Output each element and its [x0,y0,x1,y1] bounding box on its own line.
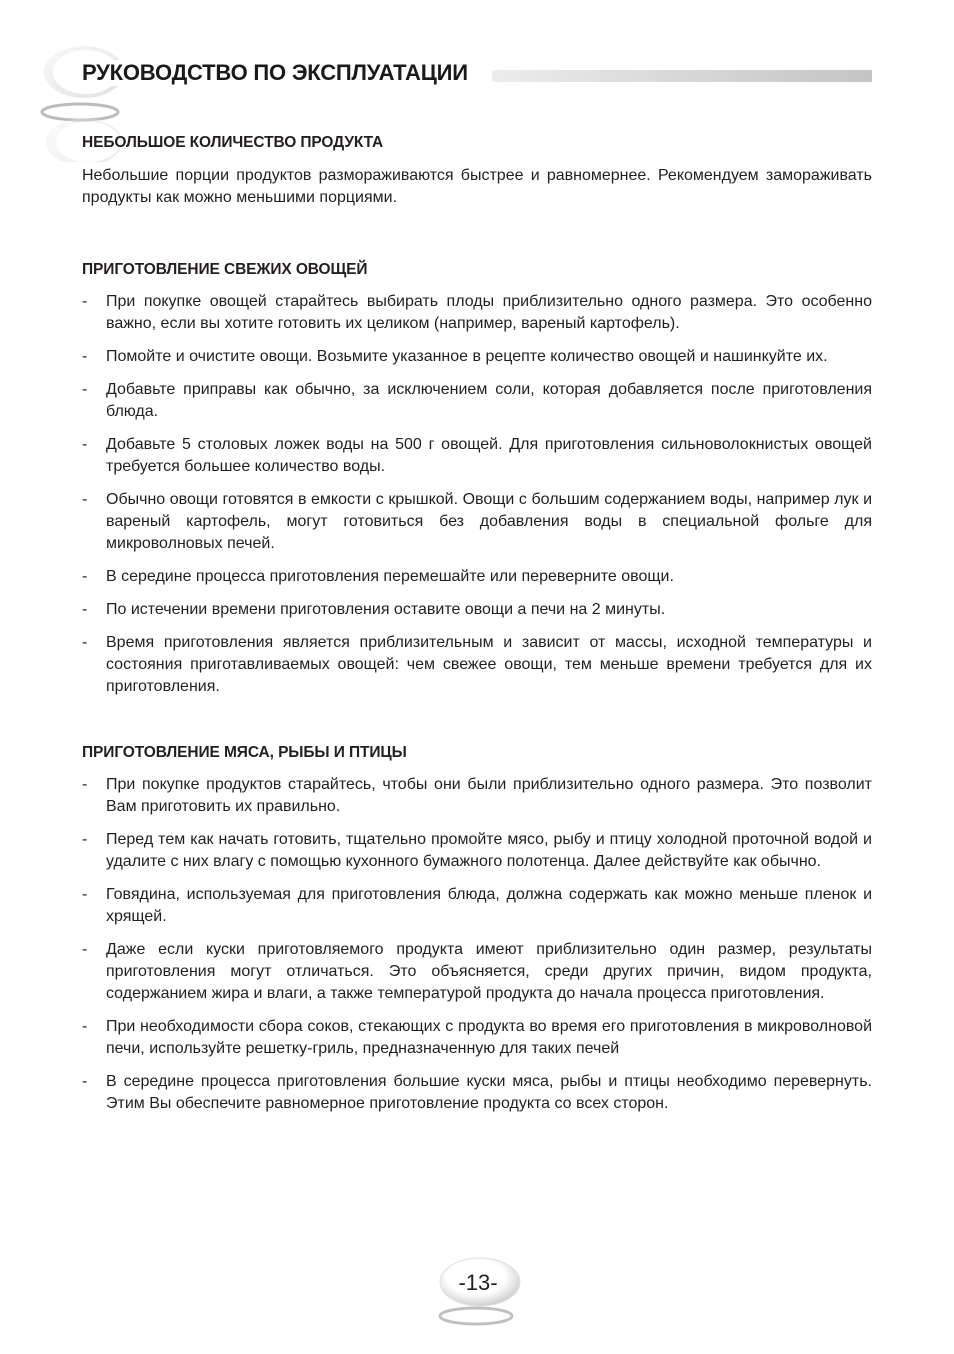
section-paragraph: Небольшие порции продуктов размораживаются быстрее и равномернее. Рекомендуем замораживать продукты как можно меньшими порциями. [82,167,872,206]
list-item: - Говядина, используемая для приготовления блюда, должна содержать как можно меньше пленок и хрящей. [82,886,872,925]
bullet-dash: - [82,1073,88,1090]
section-meat-fish-poultry [82,744,872,1115]
list-item: - Добавьте 5 столовых ложек воды на 500 г овощей. Для приготовления сильноволокнистых овощей требуется большее количество воды. [82,436,872,475]
page-header [82,60,872,88]
list-item: - Время приготовления является приблизительным и зависит от массы, исходной температуры и состояния приготавливаемых овощей: чем свежее овощи, тем меньше времени требуется для их приготовления. [82,634,872,695]
bullet-dash: - [82,1018,88,1035]
bullet-dash: - [82,381,88,398]
section-small-quantity [82,134,872,209]
bullet-dash: - [82,348,88,365]
bullet-dash: - [82,568,88,585]
bullet-list [82,774,872,1115]
list-item: - Перед тем как начать готовить, тщательно промойте мясо, рыбу и птицу холодной проточной водой и удалите с них влагу с помощью кухонного бумажного полотенца. Далее действуйте как обычно. [82,831,872,870]
bullet-dash: - [82,491,88,508]
list-item: - По истечении времени приготовления оставите овощи а печи на 2 минуты. [82,599,872,621]
section-heading: ПРИГОТОВЛЕНИЕ МЯСА, РЫБЫ И ПТИЦЫ [82,744,407,761]
bullet-dash: - [82,776,88,793]
bullet-dash: - [82,601,88,618]
bullet-dash: - [82,293,88,310]
bullet-dash: - [82,886,88,903]
bullet-list [82,291,872,698]
list-item: - Добавьте приправы как обычно, за исключением соли, которая добавляется после приготовления блюда. [82,381,872,420]
list-item: - Обычно овощи готовятся в емкости с крышкой. Овощи с большим содержанием воды, например лук и вареный картофель, могут готовиться без добавления воды в специальной фольге для микроволновых печей. [82,491,872,552]
bullet-dash: - [82,941,88,958]
list-item: - Даже если куски приготовляемого продукта имеют приблизительно один размер, результаты приготовления могут отличаться. Это объясняется, среди других причин, видом продукта, содержанием жира и влаги, а также температурой продукта до начала процесса приготовления. [82,941,872,1002]
section-heading: ПРИГОТОВЛЕНИЕ СВЕЖИХ ОВОЩЕЙ [82,261,368,278]
page-footer [436,1256,526,1328]
list-item: - В середине процесса приготовления большие куски мяса, рыбы и птицы необходимо перевернуть. Этим Вы обеспечите равномерное приготовление продукта со всех сторон. [82,1073,872,1112]
list-item: - Помойте и очистите овощи. Возьмите указанное в рецепте количество овощей и нашинкуйте их. [82,346,872,368]
bullet-dash: - [82,436,88,453]
list-item: - При покупке овощей старайтесь выбирать плоды приблизительно одного размера. Это особенно важно, если вы хотите готовить их целиком (например, вареный картофель). [82,293,872,332]
bullet-dash: - [82,634,88,651]
list-item: - При покупке продуктов старайтесь, чтобы они были приблизительно одного размера. Это позволит Вам приготовить их правильно. [82,776,872,815]
header-gradient-bar [492,70,872,82]
section-heading: НЕБОЛЬШОЕ КОЛИЧЕСТВО ПРОДУКТА [82,134,384,151]
section-fresh-vegetables [82,261,872,698]
bullet-dash: - [82,831,88,848]
page-title: РУКОВОДСТВО ПО ЭКСПЛУАТАЦИИ [82,60,468,85]
document-body [82,134,872,1161]
list-item: - В середине процесса приготовления перемешайте или переверните овощи. [82,566,872,588]
list-item: - При необходимости сбора соков, стекающих с продукта во время его приготовления в микроволновой печи, используйте решетку-гриль, предназначенную для таких печей [82,1018,872,1057]
page-number: -13- [458,1270,498,1295]
